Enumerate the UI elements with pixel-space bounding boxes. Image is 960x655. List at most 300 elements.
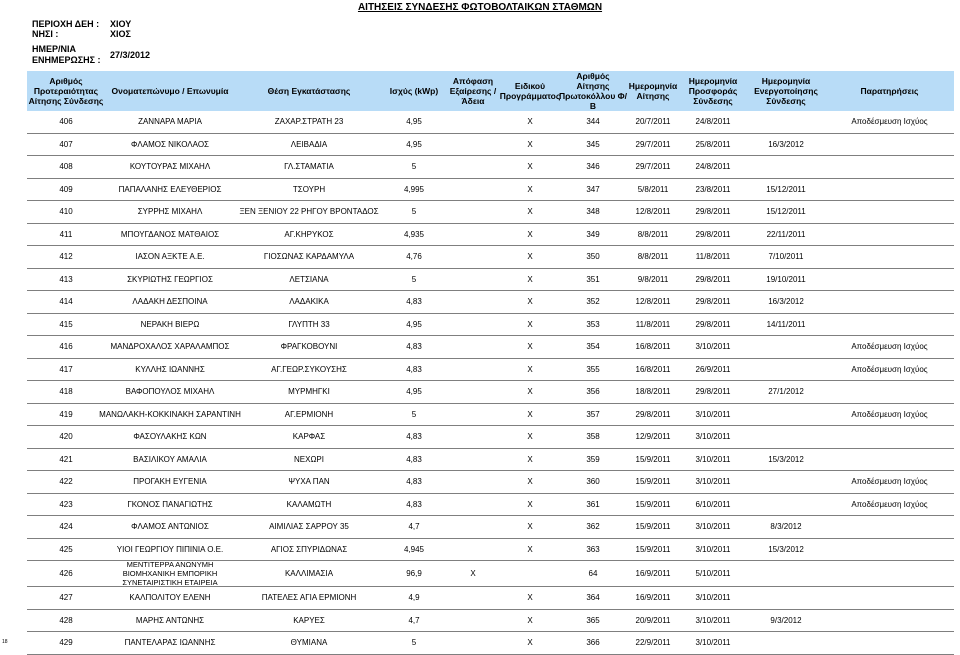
cell-loc: ΑΓ.ΕΡΜΙΟΝΗ: [284, 409, 334, 419]
cell-protocol: 357: [586, 409, 600, 419]
cell-program: Χ: [527, 319, 533, 329]
meta-island: [32, 29, 131, 40]
cell-protocol: 354: [586, 342, 600, 352]
cell-protocol: 358: [586, 432, 600, 442]
cell-loc: ΛΕΤΣΙΑΝΑ: [289, 274, 329, 284]
cell-name: ΣΥΡΡΗΣ ΜΙΧΑΗΛ: [137, 207, 203, 217]
cell-offer: 3/10/2011: [695, 544, 731, 554]
table-row: [27, 314, 954, 337]
cell-act: [747, 404, 825, 426]
cell-no: 410: [59, 207, 73, 217]
cell-program: Χ: [527, 477, 533, 487]
cell-loc: ΞΕΝ ΞΕΝΙΟΥ 22 ΡΗΓΟΥ ΒΡΟΝΤΑΔΟΣ: [239, 207, 379, 217]
cell-app: 12/8/2011: [635, 297, 671, 307]
cell-protocol: 365: [586, 615, 600, 625]
cell-power: 4,935: [403, 229, 425, 239]
cell-app: 15/9/2011: [635, 499, 671, 509]
col-decision: Απόφαση Εξαίρεσης / Άδεια: [449, 76, 497, 106]
cell-program: Χ: [527, 522, 533, 532]
cell-power: 4,83: [406, 477, 422, 487]
table-row: [27, 449, 954, 472]
cell-protocol: 353: [586, 319, 600, 329]
cell-program: Χ: [527, 593, 533, 603]
cell-no: 408: [59, 162, 73, 172]
cell-offer: 6/10/2011: [695, 499, 731, 509]
cell-loc: ΚΑΡΥΕΣ: [293, 615, 325, 625]
cell-no: 417: [59, 364, 73, 374]
cell-protocol: 64: [588, 569, 598, 578]
col-program: Ειδικού Προγράμματος: [499, 81, 561, 101]
col-location: Θέση Εγκατάστασης: [267, 86, 351, 96]
cell-act: [747, 336, 825, 358]
cell-notes: [825, 134, 954, 156]
cell-loc: ΓΙΟΣΩΝΑΣ ΚΑΡΔΑΜΥΛΑ: [263, 252, 355, 262]
cell-notes: Αποδέσμευση Ισχύος: [851, 499, 928, 509]
cell-no: 418: [59, 387, 73, 397]
cell-app: 15/9/2011: [635, 454, 671, 464]
cell-app: 5/8/2011: [637, 184, 669, 194]
cell-decision: [445, 179, 501, 201]
cell-act: [747, 494, 825, 516]
cell-decision: [445, 269, 501, 291]
cell-name: ΚΥΛΛΗΣ ΙΩΑΝΝΗΣ: [135, 364, 205, 374]
cell-protocol: 348: [586, 207, 600, 217]
cell-name: ΜΕΝΤΙΤΕΡΡΑ ΑΝΩΝΥΜΗ ΒΙΟΜΗΧΑΝΙΚΗ ΕΜΠΟΡΙΚΗ ΣΥΝΕΤΑΙΡΙΣΤΙΚΗ ΕΤΑΙΡΕΙΑ: [122, 560, 218, 587]
table-row: [27, 291, 954, 314]
cell-decision: [445, 539, 501, 561]
cell-no: 426: [59, 569, 73, 578]
cell-app: 16/9/2011: [635, 569, 671, 578]
cell-decision: [445, 224, 501, 246]
cell-notes: [825, 269, 954, 291]
cell-power: 4,995: [403, 184, 425, 194]
cell-decision: [445, 381, 501, 403]
page-title: ΑΙΤΗΣΕΙΣ ΣΥΝΔΕΣΗΣ ΦΩΤΟΒΟΛΤΑΙΚΩΝ ΣΤΑΘΜΩΝ: [357, 2, 603, 13]
cell-offer: 3/10/2011: [695, 342, 731, 352]
cell-app: 12/8/2011: [635, 207, 671, 217]
cell-no: 415: [59, 319, 73, 329]
cell-loc: ΛΑΔΑΚΙΚΑ: [289, 297, 329, 307]
cell-offer: 3/10/2011: [695, 522, 731, 532]
cell-offer: 3/10/2011: [695, 638, 731, 648]
cell-loc: ΨΥΧΑ ΠΑΝ: [288, 477, 330, 487]
cell-no: 425: [59, 544, 73, 554]
cell-decision: [445, 471, 501, 493]
cell-protocol: 349: [586, 229, 600, 239]
cell-act: 15/12/2011: [766, 207, 806, 217]
cell-power: 5: [411, 274, 417, 284]
cell-protocol: 366: [586, 638, 600, 648]
cell-decision: [445, 404, 501, 426]
cell-protocol: 352: [586, 297, 600, 307]
cell-offer: 29/8/2011: [695, 207, 731, 217]
cell-decision: [445, 516, 501, 538]
cell-name: ΜΑΝΔΡΟΧΑΛΟΣ ΧΑΡΑΛΑΜΠΟΣ: [110, 342, 230, 352]
cell-act: [747, 156, 825, 178]
cell-no: 428: [59, 615, 73, 625]
cell-name: ΠΡΟΓΑΚΗ ΕΥΓΕΝΙΑ: [133, 477, 207, 487]
cell-offer: 5/10/2011: [695, 569, 731, 578]
cell-protocol: 362: [586, 522, 600, 532]
table-row: [27, 404, 954, 427]
cell-power: 4,83: [406, 297, 422, 307]
cell-no: 421: [59, 454, 73, 464]
table-row: [27, 134, 954, 157]
cell-notes: [825, 179, 954, 201]
cell-notes: [825, 314, 954, 336]
cell-notes: [825, 381, 954, 403]
cell-decision: [445, 291, 501, 313]
cell-loc: ΦΡΑΓΚΟΒΟΥΝΙ: [280, 342, 338, 352]
cell-notes: [825, 632, 954, 654]
table-row: [27, 246, 954, 269]
cell-power: 4,83: [406, 454, 422, 464]
cell-app: 15/9/2011: [635, 477, 671, 487]
cell-act: [747, 111, 825, 133]
cell-act: [747, 587, 825, 609]
cell-power: 5: [411, 638, 417, 648]
cell-loc: ΑΓΙΟΣ ΣΠΥΡΙΔΩΝΑΣ: [270, 544, 348, 554]
cell-notes: [825, 291, 954, 313]
island-label: ΝΗΣΙ :: [32, 29, 59, 39]
cell-no: 416: [59, 342, 73, 352]
table-row: [27, 561, 954, 587]
cell-program: Χ: [527, 638, 533, 648]
cell-decision: Χ: [470, 569, 476, 578]
cell-power: 4,95: [406, 117, 422, 127]
cell-loc: ΚΑΛΛΙΜΑΣΙΑ: [284, 569, 334, 578]
cell-act: 7/10/2011: [768, 252, 804, 262]
col-protocol: Αριθμός Αίτησης Πρωτοκόλλου Φ/Β: [559, 71, 627, 111]
cell-no: 407: [59, 139, 73, 149]
cell-notes: Αποδέσμευση Ισχύος: [851, 409, 928, 419]
cell-power: 4,945: [403, 544, 425, 554]
area-label: ΠΕΡΙΟΧΗ ΔΕΗ :: [32, 19, 100, 29]
cell-offer: 29/8/2011: [695, 297, 731, 307]
cell-no: 429: [59, 638, 73, 648]
cell-protocol: 345: [586, 139, 600, 149]
cell-program: Χ: [527, 342, 533, 352]
cell-program: Χ: [527, 499, 533, 509]
cell-decision: [445, 587, 501, 609]
cell-loc: ΠΑΤΕΛΕΣ ΑΓΙΑ ΕΡΜΙΟΝΗ: [261, 593, 357, 603]
cell-notes: [825, 610, 954, 632]
cell-protocol: 356: [586, 387, 600, 397]
cell-app: 9/8/2011: [637, 274, 669, 284]
cell-name: ΜΑΡΗΣ ΑΝΤΩΝΗΣ: [135, 615, 205, 625]
cell-notes: [825, 449, 954, 471]
cell-no: 414: [59, 297, 73, 307]
cell-no: 411: [59, 229, 73, 239]
cell-power: 4,83: [406, 499, 422, 509]
cell-decision: [445, 314, 501, 336]
cell-name: ΦΑΣΟΥΛΑΚΗΣ ΚΩΝ: [133, 432, 207, 442]
cell-decision: [445, 111, 501, 133]
meta-date: [32, 44, 150, 66]
cell-decision: [445, 134, 501, 156]
cell-no: 406: [59, 117, 73, 127]
cell-decision: [445, 336, 501, 358]
cell-act: [747, 561, 825, 586]
table-row: [27, 494, 954, 517]
cell-notes: [825, 561, 954, 586]
cell-decision: [445, 632, 501, 654]
cell-no: 420: [59, 432, 73, 442]
cell-program: Χ: [527, 162, 533, 172]
cell-program: Χ: [527, 615, 533, 625]
cell-program: Χ: [527, 139, 533, 149]
table-row: [27, 224, 954, 247]
cell-act: 9/3/2012: [770, 615, 802, 625]
cell-protocol: 347: [586, 184, 600, 194]
table-row: [27, 426, 954, 449]
cell-act: 22/11/2011: [766, 229, 806, 239]
cell-act: 15/3/2012: [768, 544, 804, 554]
cell-act: 8/3/2012: [770, 522, 802, 532]
cell-act: [747, 632, 825, 654]
area-value: ΧΙΟΥ: [110, 19, 132, 29]
cell-program: Χ: [527, 229, 533, 239]
cell-offer: 24/8/2011: [695, 162, 731, 172]
cell-name: ΝΕΡΑΚΗ ΒΙΕΡΩ: [140, 319, 200, 329]
cell-no: 424: [59, 522, 73, 532]
cell-no: 412: [59, 252, 73, 262]
cell-app: 16/9/2011: [635, 593, 671, 603]
col-power: Ισχύς (kWp): [389, 86, 439, 96]
cell-offer: 3/10/2011: [695, 615, 731, 625]
cell-loc: ΚΑΡΦΑΣ: [292, 432, 326, 442]
cell-offer: 3/10/2011: [695, 432, 731, 442]
cell-protocol: 350: [586, 252, 600, 262]
cell-decision: [445, 246, 501, 268]
table-row: [27, 471, 954, 494]
cell-offer: 24/8/2011: [695, 117, 731, 127]
table-row: [27, 336, 954, 359]
cell-app: 8/8/2011: [637, 252, 669, 262]
cell-offer: 29/8/2011: [695, 319, 731, 329]
date-label: ΗΜΕΡ/ΝΙΑ ΕΝΗΜΕΡΩΣΗΣ :: [32, 44, 101, 65]
cell-decision: [445, 156, 501, 178]
cell-offer: 26/9/2011: [695, 364, 731, 374]
cell-app: 16/8/2011: [635, 342, 671, 352]
table-row: [27, 587, 954, 610]
table-header: [27, 71, 954, 111]
cell-loc: ΑΙΜΙΛΙΑΣ ΣΑΡΡΟΥ 35: [269, 522, 349, 532]
cell-app: 11/8/2011: [635, 319, 671, 329]
cell-protocol: 361: [586, 499, 600, 509]
cell-app: 18/8/2011: [635, 387, 671, 397]
cell-name: ΚΟΥΤΟΥΡΑΣ ΜΙΧΑΗΛ: [129, 162, 211, 172]
cell-offer: 29/8/2011: [695, 229, 731, 239]
cell-power: 4,83: [406, 432, 422, 442]
col-app-date: Ημερομηνία Αίτησης: [628, 81, 678, 101]
cell-no: 427: [59, 593, 73, 603]
cell-power: 5: [411, 409, 417, 419]
cell-power: 96,9: [406, 569, 422, 578]
cell-notes: [825, 224, 954, 246]
cell-program: Χ: [527, 544, 533, 554]
cell-app: 15/9/2011: [635, 522, 671, 532]
cell-name: ΜΠΟΥΓΔΑΝΟΣ ΜΑΤΘΑΙΟΣ: [120, 229, 220, 239]
cell-loc: ΑΓ.ΚΗΡΥΚΟΣ: [284, 229, 334, 239]
col-notes: Παρατηρήσεις: [860, 86, 919, 96]
cell-name: ΛΑΔΑΚΗ ΔΕΣΠΟΙΝΑ: [132, 297, 208, 307]
cell-program: Χ: [527, 252, 533, 262]
cell-power: 4,95: [406, 139, 422, 149]
cell-notes: [825, 156, 954, 178]
cell-act: 16/3/2012: [768, 297, 804, 307]
cell-offer: 11/8/2011: [695, 252, 731, 262]
cell-act: 15/12/2011: [766, 184, 806, 194]
cell-power: 4,83: [406, 342, 422, 352]
cell-decision: [445, 359, 501, 381]
col-name: Ονοματεπώνυμο / Επωνυμία: [111, 86, 229, 96]
cell-program: Χ: [527, 297, 533, 307]
table-row: [27, 539, 954, 562]
cell-power: 4,76: [406, 252, 422, 262]
table-row: [27, 381, 954, 404]
cell-app: 20/9/2011: [635, 615, 671, 625]
cell-name: ΙΑΣΟΝ ΑΞΚΤΕ Α.Ε.: [135, 252, 205, 262]
cell-act: [747, 359, 825, 381]
cell-offer: 3/10/2011: [695, 593, 731, 603]
page-number: 18: [2, 639, 8, 645]
cell-power: 5: [411, 162, 417, 172]
cell-decision: [445, 449, 501, 471]
cell-loc: ΘΥΜΙΑΝΑ: [290, 638, 328, 648]
cell-act: [747, 471, 825, 493]
table-row: [27, 359, 954, 382]
table-row: [27, 201, 954, 224]
cell-power: 5: [411, 207, 417, 217]
cell-loc: ΤΣΟΥΡΗ: [292, 184, 326, 194]
cell-name: ΒΑΣΙΛΙΚΟΥ ΑΜΑΛΙΑ: [133, 454, 207, 464]
cell-program: Χ: [527, 432, 533, 442]
cell-app: 20/7/2011: [635, 117, 671, 127]
cell-loc: ΑΓ.ΓΕΩΡ.ΣΥΚΟΥΣΗΣ: [271, 364, 347, 374]
cell-name: ΦΛΑΜΟΣ ΑΝΤΩΝΙΟΣ: [131, 522, 209, 532]
cell-app: 16/8/2011: [635, 364, 671, 374]
cell-offer: 29/8/2011: [695, 274, 731, 284]
date-value: 27/3/2012: [110, 50, 151, 60]
cell-no: 422: [59, 477, 73, 487]
cell-name: ΓΚΟΝΟΣ ΠΑΝΑΓΙΩΤΗΣ: [127, 499, 213, 509]
cell-decision: [445, 610, 501, 632]
col-priority: Αριθμός Προτεραιότητας Αίτησης Σύνδεσης: [28, 76, 104, 106]
cell-act: 19/10/2011: [766, 274, 806, 284]
cell-notes: [825, 587, 954, 609]
cell-notes: [825, 201, 954, 223]
table-row: [27, 632, 954, 655]
table-row: [27, 156, 954, 179]
cell-program: Χ: [527, 207, 533, 217]
cell-decision: [445, 426, 501, 448]
cell-app: 22/9/2011: [635, 638, 671, 648]
cell-protocol: 359: [586, 454, 600, 464]
cell-app: 12/9/2011: [635, 432, 671, 442]
cell-act: 27/1/2012: [768, 387, 804, 397]
cell-name: ΒΑΦΟΠΟΥΛΟΣ ΜΙΧΑΗΛ: [125, 387, 215, 397]
cell-notes: Αποδέσμευση Ισχύος: [851, 364, 928, 374]
cell-no: 423: [59, 499, 73, 509]
cell-program: [501, 561, 559, 586]
cell-act: 16/3/2012: [768, 139, 804, 149]
cell-notes: Αποδέσμευση Ισχύος: [851, 477, 928, 487]
cell-no: 419: [59, 409, 73, 419]
table-row: [27, 516, 954, 539]
cell-app: 29/7/2011: [635, 162, 671, 172]
cell-act: [747, 426, 825, 448]
cell-offer: 23/8/2011: [695, 184, 731, 194]
cell-notes: [825, 516, 954, 538]
cell-loc: ΓΛ.ΣΤΑΜΑΤΙΑ: [284, 162, 334, 172]
cell-protocol: 364: [586, 593, 600, 603]
cell-name: ΠΑΠΑΛΑΝΗΣ ΕΛΕΥΘΕΡΙΟΣ: [118, 184, 222, 194]
cell-loc: ΜΥΡΜΗΓΚΙ: [288, 387, 330, 397]
cell-act: 14/11/2011: [766, 319, 806, 329]
cell-program: Χ: [527, 454, 533, 464]
table-row: [27, 610, 954, 633]
cell-no: 409: [59, 184, 73, 194]
table-row: [27, 111, 954, 134]
cell-program: Χ: [527, 274, 533, 284]
cell-program: Χ: [527, 184, 533, 194]
cell-name: ΜΑΝΩΛΑΚΗ-ΚΟΚΚΙΝΑΚΗ ΣΑΡΑΝΤΙΝΗ: [99, 409, 241, 419]
cell-decision: [445, 201, 501, 223]
cell-power: 4,9: [408, 593, 420, 603]
cell-program: Χ: [527, 364, 533, 374]
cell-name: ΦΛΑΜΟΣ ΝΙΚΟΛΑΟΣ: [131, 139, 209, 149]
cell-loc: ΓΛΥΠΤΗ 33: [288, 319, 330, 329]
cell-app: 29/7/2011: [635, 139, 671, 149]
cell-name: ΚΑΛΠΟΛΙΤΟΥ ΕΛΕΝΗ: [129, 593, 211, 603]
cell-program: Χ: [527, 387, 533, 397]
cell-app: 8/8/2011: [637, 229, 669, 239]
cell-power: 4,95: [406, 387, 422, 397]
table-row: [27, 179, 954, 202]
col-activation-date: Ημερομηνία Ενεργοποίησης Σύνδεσης: [754, 76, 818, 106]
cell-name: ΥΙΟΙ ΓΕΩΡΓΙΟΥ ΠΙΠΙΝΙΑ Ο.Ε.: [116, 544, 224, 554]
cell-act: 15/3/2012: [768, 454, 804, 464]
cell-no: 413: [59, 274, 73, 284]
cell-offer: 29/8/2011: [695, 387, 731, 397]
cell-notes: [825, 426, 954, 448]
table-row: [27, 269, 954, 292]
island-value: ΧΙΟΣ: [110, 29, 131, 39]
cell-name: ΠΑΝΤΕΛΑΡΑΣ ΙΩΑΝΝΗΣ: [124, 638, 216, 648]
cell-notes: [825, 539, 954, 561]
cell-decision: [445, 494, 501, 516]
cell-notes: Αποδέσμευση Ισχύος: [851, 117, 928, 127]
cell-power: 4,83: [406, 364, 422, 374]
cell-offer: 3/10/2011: [695, 409, 731, 419]
cell-power: 4,7: [408, 615, 420, 625]
cell-app: 15/9/2011: [635, 544, 671, 554]
cell-program: Χ: [527, 409, 533, 419]
cell-protocol: 363: [586, 544, 600, 554]
cell-loc: ΛΕΙΒΑΔΙΑ: [290, 139, 328, 149]
cell-loc: ΝΕΧΩΡΙ: [294, 454, 324, 464]
cell-notes: Αποδέσμευση Ισχύος: [851, 342, 928, 352]
cell-loc: ΖΑΧΑΡ.ΣΤΡΑΤΗ 23: [274, 117, 344, 127]
cell-offer: 3/10/2011: [695, 477, 731, 487]
cell-name: ΖΑΝΝΑΡΑ ΜΑΡΙΑ: [138, 117, 202, 127]
cell-protocol: 351: [586, 274, 600, 284]
cell-name: ΣΚΥΡΙΩΤΗΣ ΓΕΩΡΓΙΟΣ: [127, 274, 213, 284]
cell-protocol: 346: [586, 162, 600, 172]
cell-program: Χ: [527, 117, 533, 127]
cell-notes: [825, 246, 954, 268]
